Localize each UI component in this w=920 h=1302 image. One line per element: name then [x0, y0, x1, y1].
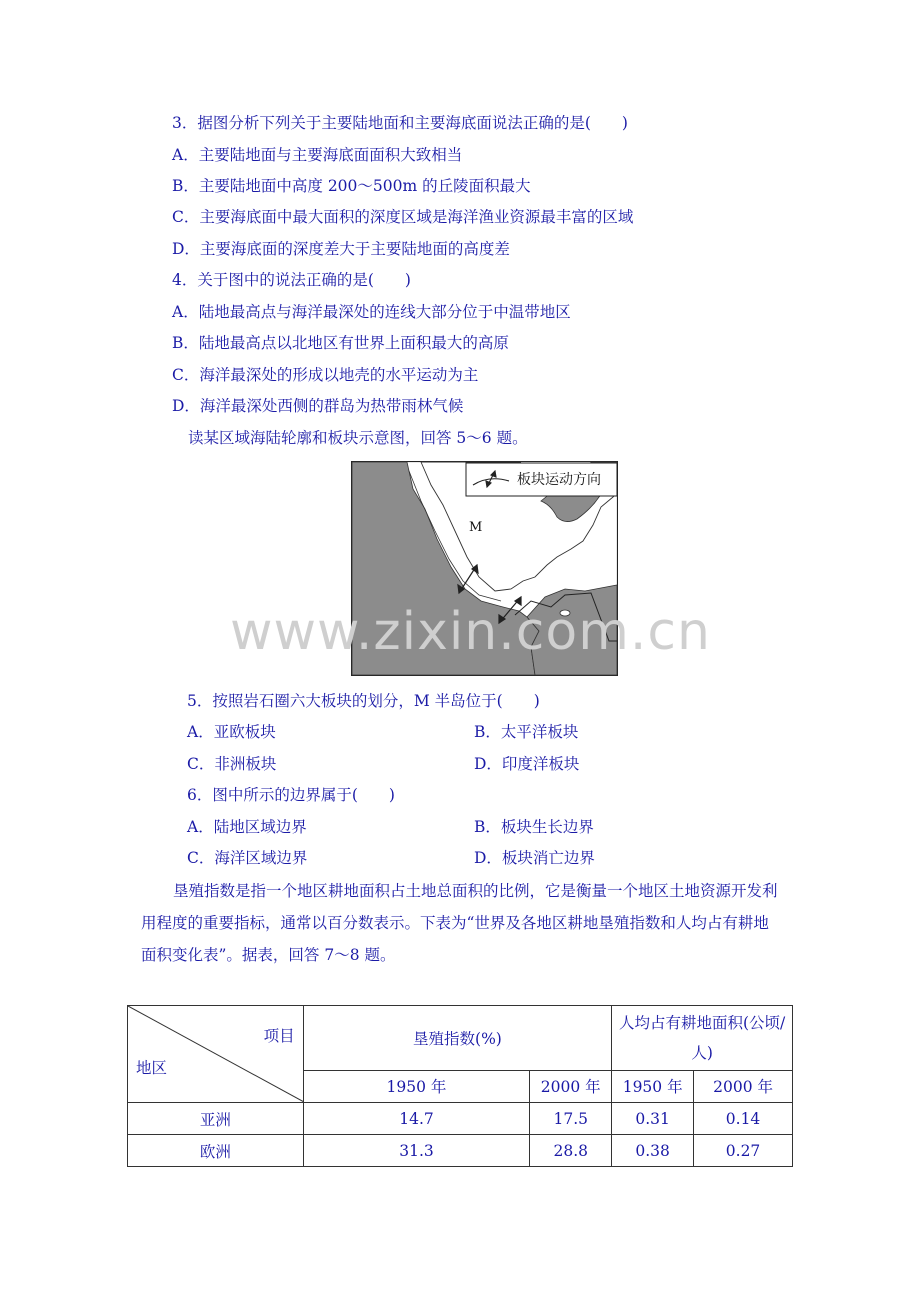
intro-5-6: 读某区域海陆轮廓和板块示意图，回答 5～6 题。 — [188, 429, 528, 447]
header-per-capita-land: 人均占有耕地面积(公顷/人) — [612, 1006, 793, 1071]
value-cell: 0.27 — [694, 1135, 793, 1167]
q6-stem: 6．图中所示的边界属于( ) — [187, 786, 395, 804]
q5-stem: 5．按照岩石圈六大板块的划分，M 半岛位于( ) — [187, 692, 540, 710]
value-cell: 31.3 — [303, 1135, 530, 1167]
q5-option-d: D．印度洋板块 — [474, 755, 580, 773]
watermark: www.zixin.com.cn — [230, 602, 711, 662]
q3-option-d: D．主要海底面的深度差大于主要陆地面的高度差 — [172, 240, 510, 258]
value-cell: 17.5 — [530, 1103, 612, 1135]
peninsula-label: M — [469, 520, 483, 535]
header-year: 1950 年 — [303, 1070, 530, 1102]
q4-option-d: D．海洋最深处西侧的群岛为热带雨林气候 — [172, 397, 464, 415]
q5-option-b: B．太平洋板块 — [474, 723, 579, 741]
table-corner-cell — [128, 1006, 304, 1103]
legend-label: 板块运动方向 — [517, 472, 601, 488]
table-row — [128, 1103, 793, 1135]
corner-item-label: 项目 — [263, 1027, 295, 1045]
q3-stem: 3．据图分析下列关于主要陆地面和主要海底面说法正确的是( ) — [172, 114, 628, 132]
q4-option-b: B．陆地最高点以北地区有世界上面积最大的高原 — [172, 334, 509, 352]
q3-option-c: C．主要海底面中最大面积的深度区域是海洋渔业资源最丰富的区域 — [172, 208, 634, 226]
q6-option-b: B．板块生长边界 — [474, 818, 594, 836]
header-year: 2000 年 — [694, 1070, 793, 1102]
q6-option-a: A．陆地区域边界 — [187, 818, 307, 836]
diagonal-divider — [128, 1006, 304, 1102]
q4-stem: 4．关于图中的说法正确的是( ) — [172, 271, 411, 289]
q3-option-b: B．主要陆地面中高度 200～500m 的丘陵面积最大 — [172, 177, 531, 195]
header-reclamation-index: 垦殖指数(%) — [303, 1006, 612, 1071]
q5-option-a: A．亚欧板块 — [187, 723, 276, 741]
value-cell: 28.8 — [530, 1135, 612, 1167]
region-cell: 亚洲 — [128, 1103, 304, 1135]
intro-7-8: 垦殖指数是指一个地区耕地面积占土地总面积的比例，它是衡量一个地区土地资源开发利用程度的重要指标，通常以百分数表示。下表为“世界及各地区耕地垦殖指数和人均占有耕地面积变化表”。据表，回答 7～8 题。 — [141, 882, 778, 964]
q3-option-a: A．主要陆地面与主要海底面面积大致相当 — [172, 146, 463, 164]
header-year: 2000 年 — [530, 1070, 612, 1102]
q6-option-d: D．板块消亡边界 — [474, 849, 595, 867]
q6-option-c: C．海洋区域边界 — [187, 849, 308, 867]
table-row — [128, 1135, 793, 1167]
region-cell: 欧洲 — [128, 1135, 304, 1167]
header-year: 1950 年 — [612, 1070, 694, 1102]
value-cell: 0.31 — [612, 1103, 694, 1135]
value-cell: 14.7 — [303, 1103, 530, 1135]
q4-option-a: A．陆地最高点与海洋最深处的连线大部分位于中温带地区 — [172, 303, 571, 321]
cultivation-table — [127, 1005, 793, 1167]
value-cell: 0.38 — [612, 1135, 694, 1167]
corner-region-label: 地区 — [136, 1059, 168, 1077]
q4-option-c: C．海洋最深处的形成以地壳的水平运动为主 — [172, 366, 479, 384]
value-cell: 0.14 — [694, 1103, 793, 1135]
q5-option-c: C．非洲板块 — [187, 755, 277, 773]
